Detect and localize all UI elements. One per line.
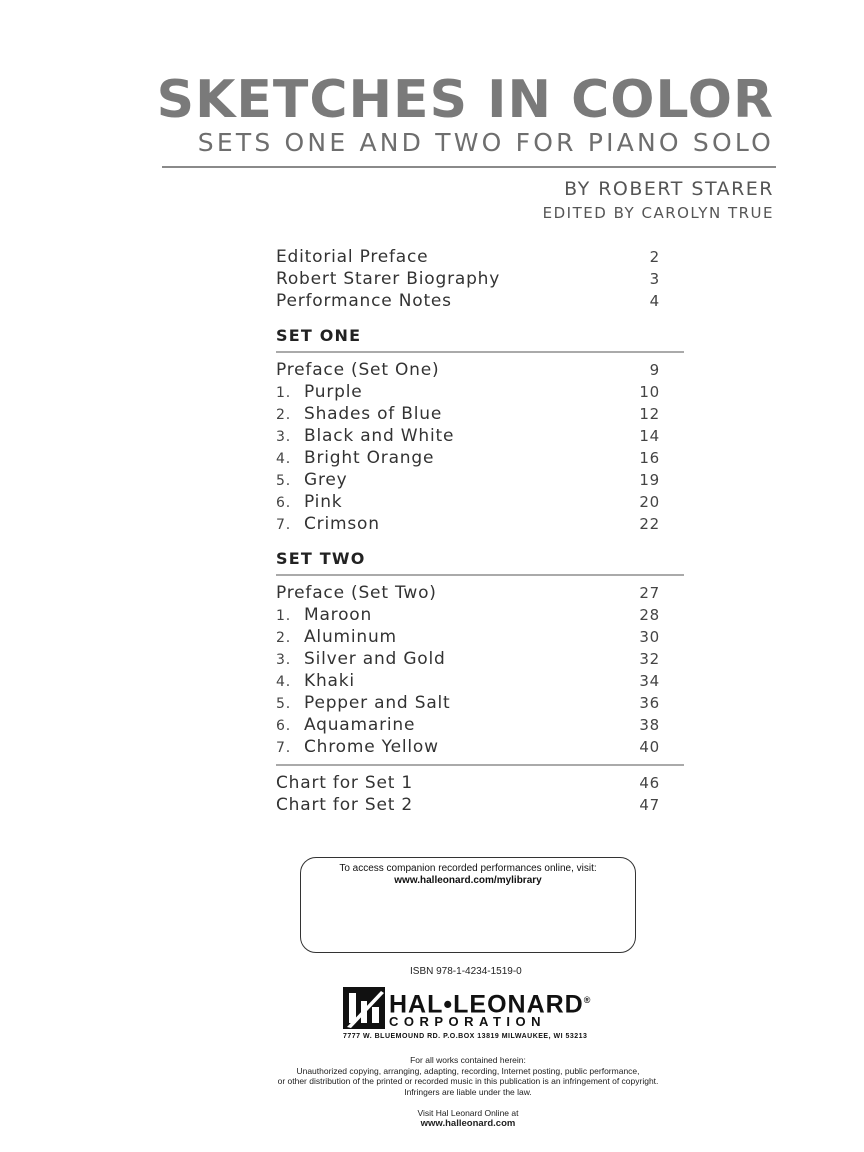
toc-entry-page: 12 xyxy=(639,405,660,423)
toc-entry-number: 6. xyxy=(276,718,291,734)
toc-entry-page: 30 xyxy=(639,628,660,646)
toc-entry[interactable] xyxy=(276,425,684,447)
toc-entry-title: Editorial Preface xyxy=(276,247,429,267)
toc-entry-number: 5. xyxy=(276,473,291,489)
toc-entry[interactable] xyxy=(276,381,684,403)
toc-entry-page: 38 xyxy=(639,716,660,734)
publisher-logo xyxy=(343,987,603,1043)
toc-entry-page: 28 xyxy=(639,606,660,624)
toc-entry[interactable] xyxy=(276,670,684,692)
publisher-name xyxy=(389,987,591,1017)
toc-entry-title: Preface (Set One) xyxy=(276,360,440,380)
toc-entry[interactable] xyxy=(276,469,684,491)
toc-entry[interactable] xyxy=(276,403,684,425)
toc-entry[interactable] xyxy=(276,491,684,513)
toc-entry-page: 10 xyxy=(639,383,660,401)
mylibrary-link[interactable]: www.halleonard.com/mylibrary xyxy=(394,875,542,886)
toc-entry-title: Shades of Blue xyxy=(304,404,443,424)
section-divider xyxy=(276,574,684,576)
access-instruction: To access companion recorded performances online, visit: xyxy=(339,863,597,874)
toc-entry-number: 3. xyxy=(276,429,291,445)
section-divider xyxy=(276,351,684,353)
toc-entry[interactable] xyxy=(276,794,684,816)
toc-entry-title: Khaki xyxy=(304,671,355,691)
toc-entry-number: 4. xyxy=(276,674,291,690)
toc-entry-title: Pepper and Salt xyxy=(304,693,451,713)
page-title: SKETCHES IN COLOR xyxy=(156,70,774,130)
page-subtitle: SETS ONE AND TWO FOR PIANO SOLO xyxy=(197,128,774,157)
toc-entry-page: 14 xyxy=(639,427,660,445)
author-credit: BY ROBERT STARER xyxy=(564,178,774,200)
set-two-heading: SET TWO xyxy=(276,549,366,568)
toc-entry-title: Aquamarine xyxy=(304,715,416,735)
toc-entry-title: Black and White xyxy=(304,426,455,446)
toc-entry-page: 32 xyxy=(639,650,660,668)
publisher-address: 7777 W. BLUEMOUND RD. P.O.BOX 13819 MILWAUKEE, WI 53213 xyxy=(343,1033,588,1040)
toc-entry-title: Chart for Set 2 xyxy=(276,795,414,815)
toc-entry-number: 4. xyxy=(276,451,291,467)
toc-entry-title: Performance Notes xyxy=(276,291,452,311)
toc-entry-page: 34 xyxy=(639,672,660,690)
toc-entry[interactable] xyxy=(276,692,684,714)
toc-entry-number: 1. xyxy=(276,385,291,401)
toc-entry[interactable] xyxy=(276,359,684,381)
toc-entry-page: 2 xyxy=(649,248,660,266)
toc-entry-title: Bright Orange xyxy=(304,448,435,468)
toc-entry[interactable] xyxy=(276,290,684,312)
toc-entry-number: 7. xyxy=(276,740,291,756)
visit-online xyxy=(232,1108,704,1129)
toc-entry-title: Silver and Gold xyxy=(304,649,446,669)
toc-entry-title: Preface (Set Two) xyxy=(276,583,437,603)
toc-entry-page: 16 xyxy=(639,449,660,467)
toc-entry[interactable] xyxy=(276,513,684,535)
toc-entry-page: 20 xyxy=(639,493,660,511)
toc-entry[interactable] xyxy=(276,604,684,626)
toc-entry-number: 7. xyxy=(276,517,291,533)
toc-entry-number: 3. xyxy=(276,652,291,668)
toc-entry-number: 1. xyxy=(276,608,291,624)
visit-text: Visit Hal Leonard Online at xyxy=(417,1108,519,1118)
toc-entry-page: 47 xyxy=(639,796,660,814)
isbn-number: ISBN 978-1-4234-1519-0 xyxy=(410,966,522,977)
toc-entry-number: 2. xyxy=(276,407,291,423)
editor-credit: EDITED BY CAROLYN TRUE xyxy=(542,204,774,222)
toc-entry[interactable] xyxy=(276,736,684,758)
toc-entry-title: Robert Starer Biography xyxy=(276,269,501,289)
toc-entry[interactable] xyxy=(276,772,684,794)
halleonard-link[interactable]: www.halleonard.com xyxy=(420,1117,516,1129)
toc-entry-page: 19 xyxy=(639,471,660,489)
toc-entry[interactable] xyxy=(276,626,684,648)
toc-entry-title: Crimson xyxy=(304,514,380,534)
toc-entry-page: 22 xyxy=(639,515,660,533)
toc-entry-number: 2. xyxy=(276,630,291,646)
registered-mark: ® xyxy=(583,995,592,1005)
legal-line: For all works contained herein: xyxy=(410,1055,526,1065)
toc-entry-number: 6. xyxy=(276,495,291,511)
toc-entry-page: 4 xyxy=(649,292,660,310)
section-divider xyxy=(276,764,684,766)
title-divider xyxy=(162,166,776,168)
legal-line: Unauthorized copying, arranging, adapting, recording, Internet posting, public performance, xyxy=(296,1065,640,1076)
toc-entry[interactable] xyxy=(276,714,684,736)
toc-entry[interactable] xyxy=(276,648,684,670)
toc-entry-page: 46 xyxy=(639,774,660,792)
table-of-contents xyxy=(276,246,684,816)
toc-entry-title: Grey xyxy=(304,470,348,490)
publisher-name-text: HAL•LEONARD xyxy=(389,990,584,1019)
toc-entry-title: Aluminum xyxy=(304,627,397,647)
toc-entry[interactable] xyxy=(276,268,684,290)
toc-entry[interactable] xyxy=(276,582,684,604)
toc-entry-page: 40 xyxy=(639,738,660,756)
toc-entry-page: 9 xyxy=(649,361,660,379)
toc-entry-number: 5. xyxy=(276,696,291,712)
toc-entry-title: Maroon xyxy=(304,605,373,625)
set-one-heading: SET ONE xyxy=(276,326,362,345)
toc-entry-page: 3 xyxy=(649,270,660,288)
toc-entry[interactable] xyxy=(276,246,684,268)
legal-line: Infringers are liable under the law. xyxy=(404,1086,532,1097)
copyright-notice xyxy=(232,1055,704,1097)
hal-leonard-logo-icon xyxy=(343,987,385,1029)
toc-entry-page: 27 xyxy=(639,584,660,602)
toc-entry-title: Purple xyxy=(304,382,363,402)
companion-audio-box xyxy=(300,857,636,953)
toc-entry-title: Chart for Set 1 xyxy=(276,773,414,793)
toc-entry-title: Pink xyxy=(304,492,343,512)
toc-entry[interactable] xyxy=(276,447,684,469)
toc-entry-page: 36 xyxy=(639,694,660,712)
toc-entry-title: Chrome Yellow xyxy=(304,737,439,757)
publisher-corporation: CORPORATION xyxy=(389,1014,547,1029)
legal-line: or other distribution of the printed or recorded music in this publication is an infringement of copyright. xyxy=(277,1076,659,1086)
